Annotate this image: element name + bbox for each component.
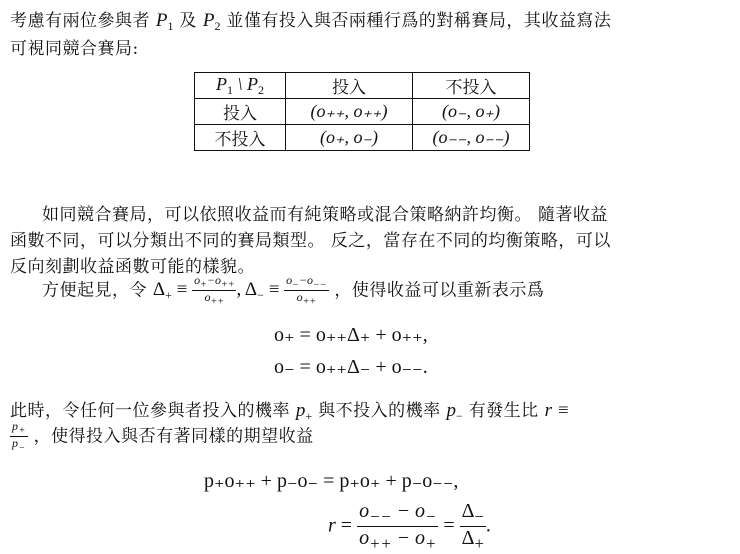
cell-not-invest-not-invest: (o₋₋, o₋₋) <box>413 125 530 151</box>
para1-line4-text-b: ，使得收益可以重新表示爲 <box>334 280 545 301</box>
para2-line2-text: ，使得投入與否有著同樣的期望收益 <box>33 426 314 447</box>
equation-o-plus: o₊ = o₊₊Δ₊ + o₊₊, <box>274 324 428 346</box>
equation-expected-payoff: p₊o₊₊ + p₋o₋ = p₊o₊ + p₋o₋₋, <box>204 470 459 492</box>
delta-plus-definition: $\Delta_+$ ≡ $\frac{o_+-o_{++}}{o_{++}}$ , $\Delta_-$ ≡ $\frac{o_--o_{--}}{o_{++}}$ <box>152 273 327 308</box>
intro-line-2: 可視同競合賽局: <box>10 39 139 59</box>
equation-odds-ratio: r = $\frac{o_{--} - o_-}{o_{++} - o_+}$ = $\frac{\Delta_-}{\Delta_+}$ . <box>328 500 491 554</box>
cell-invest-not-invest: (o₋, o₊) <box>413 99 530 125</box>
row-label-invest: 投入 <box>195 99 286 125</box>
player-1-symbol: $P_1$ <box>155 10 174 33</box>
intro-text-c: 並僅有投入與否兩種行爲的對稱賽局，其收益寫法 <box>226 11 612 31</box>
para2-line1-text-c: 有發生比 <box>468 401 539 421</box>
para1-line-3: 反向刻劃收益函數可能的樣貌。 <box>10 257 255 277</box>
table-header-row <box>195 73 530 99</box>
delta-minus-fraction: $\frac{o_--o_{--}}{o_{++}}$ <box>286 273 327 308</box>
payoff-table <box>194 72 530 151</box>
odds-fraction: $\frac{p_+}{p_-}$ <box>12 419 26 454</box>
intro-text-a: 考慮有兩位參與者 <box>10 11 150 31</box>
cell-not-invest-invest: (o₊, o₋) <box>286 125 413 151</box>
para2-line-2 <box>10 420 314 454</box>
cell-invest-invest: (o₊₊, o₊₊) <box>286 99 413 125</box>
col-header-invest: 投入 <box>286 73 413 99</box>
para1-line4-text-a: 方便起見，令 <box>42 280 147 301</box>
p-minus-symbol: $p_-$ <box>446 400 463 423</box>
odds-ratio-fraction-2: $\frac{\Delta_-}{\Delta_+}$ <box>461 500 484 554</box>
para1-line-1: 如同競合賽局，可以依照收益而有純策略或混合策略納許均衡。 隨著收益 <box>42 205 608 225</box>
row-label-not-invest: 不投入 <box>195 125 286 151</box>
p-plus-symbol: $p_+$ <box>295 400 313 423</box>
para1-line-2: 函數不同，可以分類出不同的賽局類型。 反之，當存在不同的均衡策略，可以 <box>10 231 611 251</box>
table-corner: $P_1$ \ $P_2$ <box>195 73 286 99</box>
player-2-symbol: $P_2$ <box>202 10 221 33</box>
para1-line-4 <box>42 274 544 308</box>
col-header-not-invest: 不投入 <box>413 73 530 99</box>
table-row <box>195 125 530 151</box>
para2-line1-text-a: 此時，令任何一位參與者投入的機率 <box>10 401 290 421</box>
para2-line1-text-b: 與不投入的機率 <box>318 401 441 421</box>
table-row <box>195 99 530 125</box>
intro-line-1 <box>10 6 611 34</box>
odds-symbol: r ≡ <box>544 400 570 421</box>
delta-plus-fraction: $\frac{o_+-o_{++}}{o_{++}}$ <box>194 273 235 308</box>
intro-text-b: 及 <box>179 11 197 31</box>
equation-o-minus: o₋ = o₊₊Δ₋ + o₋₋. <box>274 356 428 378</box>
odds-ratio-fraction-1: $\frac{o_{--} - o_-}{o_{++} - o_+}$ <box>359 500 437 554</box>
